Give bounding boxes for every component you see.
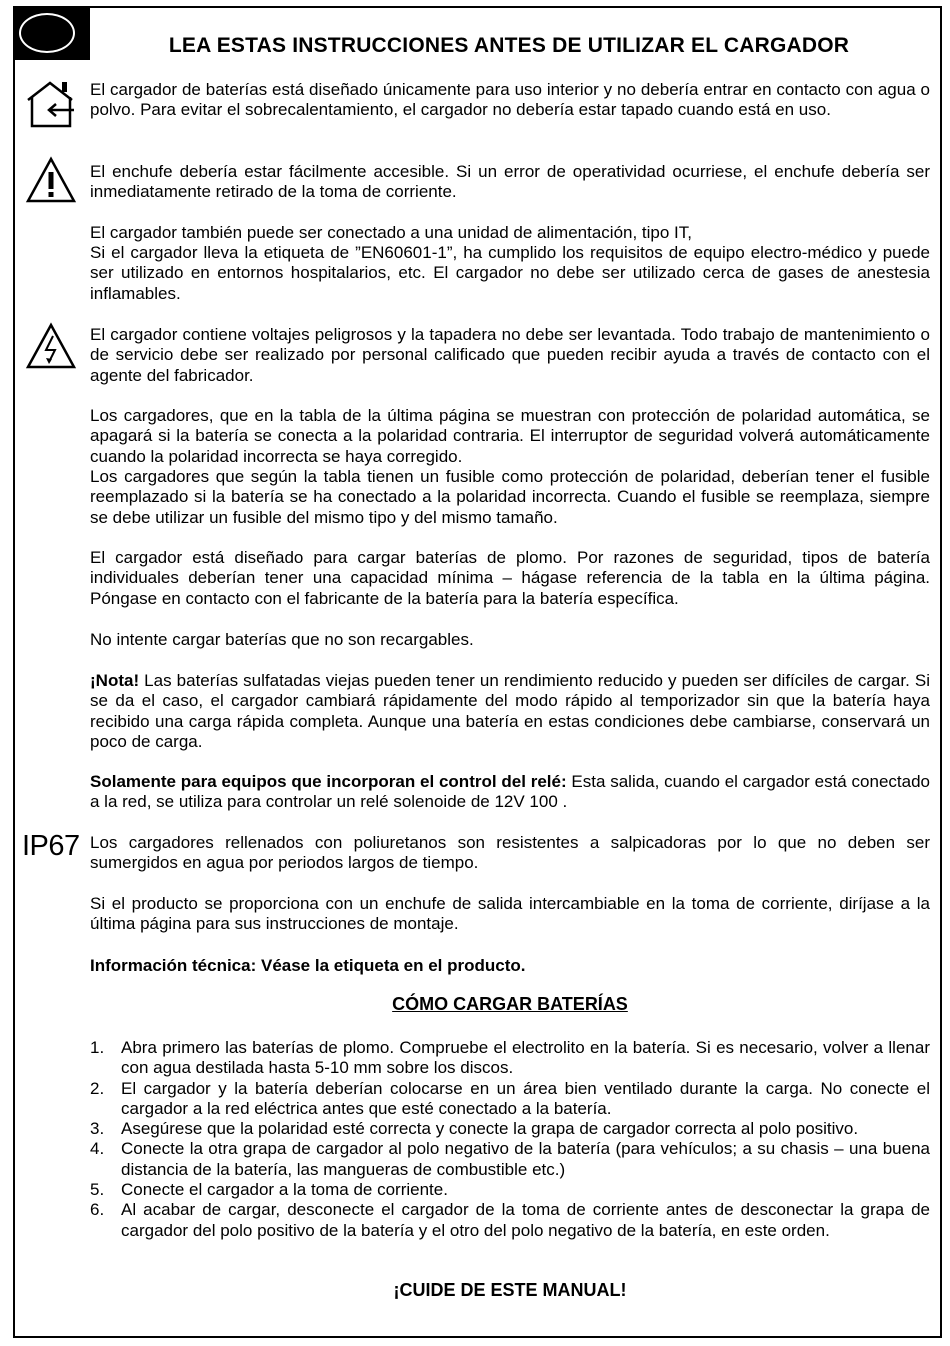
step-number: 5. [90, 1180, 105, 1200]
note-paragraph [90, 671, 930, 752]
step-number: 2. [90, 1078, 105, 1098]
voltage-warning-paragraph: El cargador contiene voltajes peligrosos y la tapadera no debe ser levantada. Todo trabajo de mantenimiento o de servicio debe ser realizado por personal calificado que pueden recibir ayuda a través de contacto con el agente del fabricador. [90, 325, 930, 385]
keep-manual-footer: ¡CUIDE DE ESTE MANUAL! [393, 1280, 627, 1300]
step-text: Al acabar de cargar, desconecte el cargador de la toma de corriente antes de desconectar la grapa de cargador del polo positivo de la batería y el otro del polo negativo de la batería, en este orden. [121, 1200, 930, 1240]
plug-adapter-paragraph: Si el producto se proporciona con un enchufe de salida intercambiable en la toma de corriente, diríjase a la última página para sus instrucciones de montaje. [90, 894, 930, 934]
lead-battery-paragraph: El cargador está diseñado para cargar baterías de plomo. Por razones de seguridad, tipos de batería individuales deberían tener una capacidad mínima – hágase referencia de la tabla en la última página. Póngase en contacto con el fabricante de la batería para la batería específica. [90, 548, 930, 608]
step-item [90, 1139, 930, 1180]
step-item [90, 1180, 930, 1200]
step-item [90, 1038, 930, 1079]
indoor-use-paragraph: El cargador de baterías está diseñado únicamente para uso interior y no debería entrar en contacto con agua o polvo. Para evitar el sobrecalentamiento, el cargador no debería estar tapado cuando está en uso. [90, 80, 930, 120]
relay-text: Esta salida, cuando el cargador está conectado a la red, se utiliza para controlar un relé solenoide de 12V 100 . [90, 772, 930, 812]
high-voltage-triangle-icon [25, 322, 77, 370]
step-item [90, 1200, 930, 1241]
indoor-use-house-icon [24, 80, 78, 130]
plug-access-paragraph: El enchufe debería estar fácilmente accesible. Si un error de operatividad ocurriese, el enchufe debería ser inmediatamente retirado de la toma de corriente. [90, 162, 930, 202]
note-text: Las baterías sulfatadas viejas pueden tener un rendimiento reducido y pueden ser difíciles de cargar. Si se da el caso, el cargador cambiará rápidamente del modo rápido al temporizador sin que la batería haya recibido una carga rápida completa. Aunque una batería en estas condiciones debe cambiarse, conservará un poco de carga. [90, 671, 930, 751]
step-number: 3. [90, 1119, 105, 1139]
note-label: ¡Nota! [90, 671, 140, 690]
step-number: 4. [90, 1139, 105, 1159]
step-item [90, 1079, 930, 1120]
ip67-label: IP67 [22, 830, 80, 862]
it-supply-line: El cargador también puede ser conectado a una unidad de alimentación, tipo IT, [90, 223, 693, 242]
warning-triangle-icon [25, 156, 77, 204]
relay-paragraph [90, 772, 930, 813]
step-number: 1. [90, 1038, 105, 1057]
corner-logo-icon [15, 8, 90, 60]
relay-label: Solamente para equipos que incorporan el control del relé: [90, 772, 567, 791]
step-text: Abra primero las baterías de plomo. Compruebe el electrolito en la batería. Si es necesario, volver a llenar con agua destilada hasta 5-10 mm sobre los discos. [121, 1038, 930, 1078]
step-text: Conecte la otra grapa de cargador al polo negativo de la batería (para vehículos; a su chasis – una buena distancia de la batería, las mangueras de combustible etc.) [121, 1139, 930, 1179]
polyurethane-paragraph: Los cargadores rellenados con poliuretanos son resistentes a salpicadoras por lo que no deben ser sumergidos en agua por periodos largos de tiempo. [90, 833, 930, 873]
medical-standard-paragraph: Si el cargador lleva la etiqueta de ”EN60601-1”, ha cumplido los requisitos de equipo electro-médico y puede ser utilizado en entornos hospitalarios, etc. El cargador no debe ser utilizado cerca de gases de anestesia inflamables. [90, 243, 930, 303]
how-to-charge-heading: CÓMO CARGAR BATERÍAS [392, 994, 628, 1014]
fuse-paragraph: Los cargadores que según la tabla tienen un fusible como protección de polaridad, deberían tener el fusible reemplazado si la batería se ha conectado a la polaridad incorrecta. Cuando el fusible se reemplaza, siempre se debe utilizar un fusible del mismo tipo y del mismo tamaño. [90, 467, 930, 527]
polarity-protection-paragraph: Los cargadores, que en la tabla de la última página se muestran con protección de polaridad automática, se apagará si la batería se conecta a la polaridad contraria. El interruptor de seguridad volverá automáticamente cuando la polaridad incorrecta se haya corregido. [90, 406, 930, 466]
page-title: LEA ESTAS INSTRUCCIONES ANTES DE UTILIZAR EL CARGADOR [168, 34, 850, 57]
step-text: Conecte el cargador a la toma de corriente. [121, 1180, 448, 1200]
non-rechargeable-line: No intente cargar baterías que no son recargables. [90, 630, 474, 649]
step-number: 6. [90, 1200, 105, 1220]
step-text: El cargador y la batería deberían colocarse en un área bien ventilado durante la carga. No conecte el cargador a la red eléctrica antes que esté conectado a la batería. [121, 1078, 930, 1118]
corner-oval-icon [19, 13, 75, 53]
charging-steps-list [90, 1038, 930, 1241]
step-text: Asegúrese que la polaridad esté correcta y conecte la grapa de cargador correcta al polo positivo. [121, 1119, 859, 1139]
step-item [90, 1119, 930, 1139]
technical-info-line: Información técnica: Véase la etiqueta en el producto. [90, 956, 526, 975]
